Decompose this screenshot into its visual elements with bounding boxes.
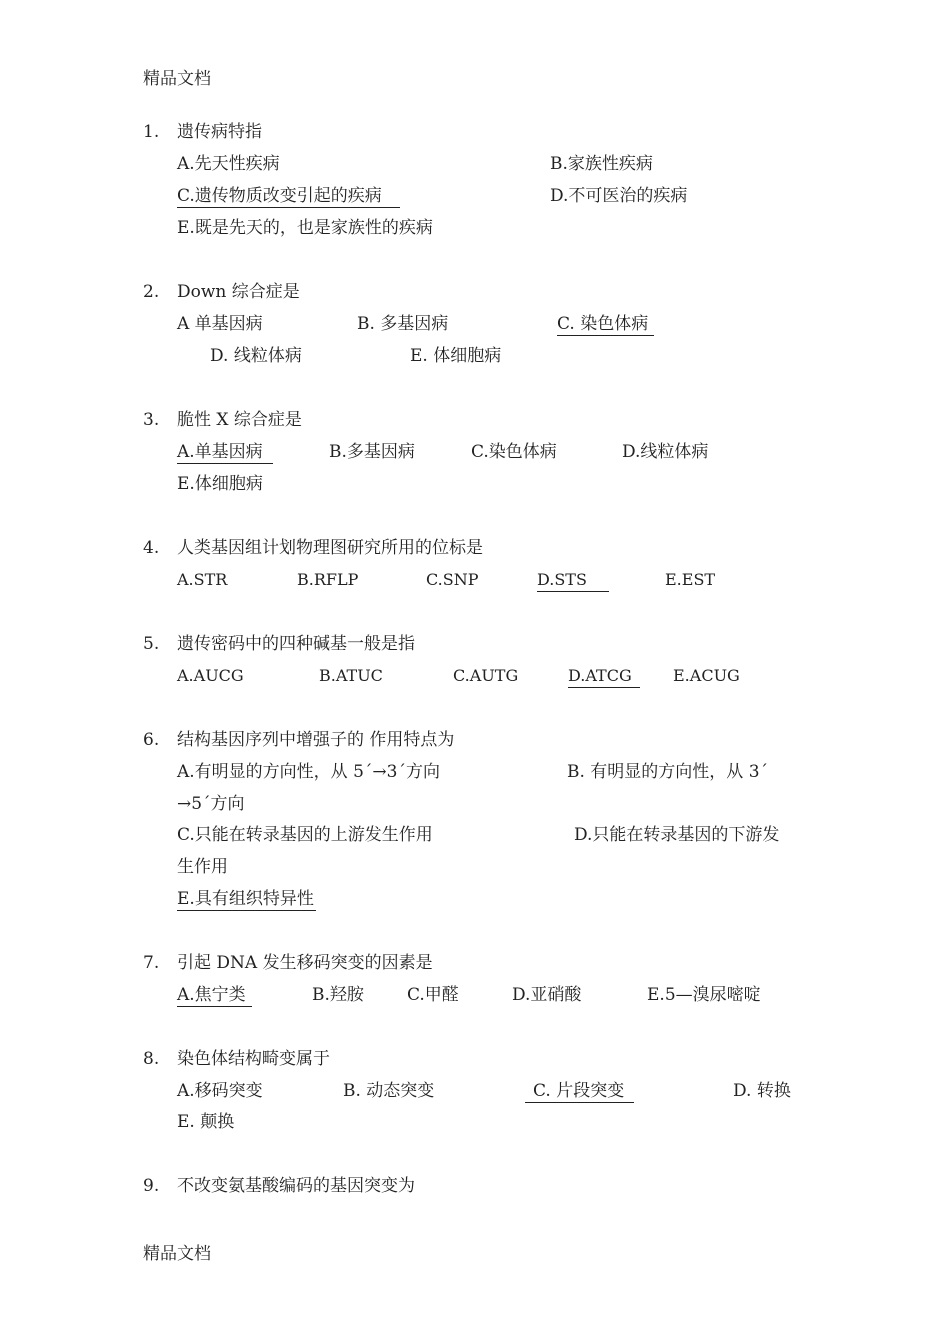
question-stem: 引起 DNA 发生移码突变的因素是 — [177, 953, 433, 973]
option-c-answer: C. 片段突变 — [525, 1080, 634, 1103]
question-number: 6. — [143, 730, 160, 750]
option-b: B. 有明显的方向性，从 3´ — [567, 762, 769, 782]
question-stem: 结构基因序列中增强子的 作用特点为 — [177, 730, 455, 750]
option-b: B. 动态突变 — [343, 1081, 435, 1101]
option-d: D.只能在转录基因的下游发 — [574, 825, 780, 845]
option-a-answer: A.焦宁类 — [177, 984, 252, 1007]
option-c-answer: C.遗传物质改变引起的疾病 — [177, 185, 400, 208]
option-c: C.SNP — [426, 570, 479, 589]
option-d: D. 转换 — [733, 1081, 791, 1101]
option-e-answer: E.具有组织特异性 — [177, 889, 314, 909]
question-stem: 不改变氨基酸编码的基因突变为 — [177, 1176, 415, 1196]
option-c-answer: C. 染色体病 — [557, 313, 654, 336]
option-b: B.多基因病 — [329, 442, 415, 462]
question-stem: 遗传病特指 — [177, 122, 262, 142]
option-d: D.线粒体病 — [622, 442, 709, 462]
option-c: C.染色体病 — [471, 442, 557, 462]
option-c: C.只能在转录基因的上游发生作用 — [177, 825, 433, 845]
option-d-answer: D.STS — [537, 569, 609, 592]
question-number: 4. — [143, 538, 160, 558]
question-stem: Down 综合症是 — [177, 282, 300, 302]
option-d: D.不可医治的疾病 — [550, 186, 688, 206]
option-d: D.亚硝酸 — [512, 985, 582, 1005]
option-e: E.EST — [665, 570, 716, 589]
question-number: 1. — [143, 122, 160, 142]
page-footer: 精品文档 — [143, 1244, 211, 1264]
question-number: 7. — [143, 953, 160, 973]
option-d: D. 线粒体病 — [210, 346, 302, 366]
page-header: 精品文档 — [143, 69, 211, 89]
option-b: B.羟胺 — [312, 985, 364, 1005]
question-stem: 脆性 X 综合症是 — [177, 410, 302, 430]
option-b: B.RFLP — [297, 570, 359, 589]
question-number: 5. — [143, 634, 160, 654]
option-b: B.家族性疾病 — [550, 154, 653, 174]
option-a: A.有明显的方向性，从 5´→3´方向 — [177, 762, 440, 782]
question-number: 3. — [143, 410, 160, 430]
option-e: E.体细胞病 — [177, 474, 263, 494]
option-d-answer: D.ATCG — [568, 665, 640, 688]
option-b: B. 多基因病 — [357, 314, 449, 334]
question-number: 8. — [143, 1049, 160, 1069]
option-e: E. 颠换 — [177, 1112, 235, 1132]
option-a: A 单基因病 — [177, 314, 263, 334]
option-a-answer: A.单基因病 — [177, 441, 273, 464]
option-e: E.5—溴尿嘧啶 — [647, 985, 761, 1005]
question-stem: 遗传密码中的四种碱基一般是指 — [177, 634, 415, 654]
option-d-continued: 生作用 — [177, 857, 228, 877]
option-b: B.ATUC — [319, 666, 383, 685]
question-stem: 人类基因组计划物理图研究所用的位标是 — [177, 538, 483, 558]
question-number: 9. — [143, 1176, 160, 1196]
question-stem: 染色体结构畸变属于 — [177, 1049, 330, 1069]
option-c: C.AUTG — [453, 666, 519, 685]
question-number: 2. — [143, 282, 160, 302]
option-e: E.既是先天的，也是家族性的疾病 — [177, 218, 433, 238]
option-a: A.STR — [177, 570, 228, 589]
option-a: A.移码突变 — [177, 1081, 263, 1101]
option-a: A.AUCG — [177, 666, 244, 685]
option-e: E. 体细胞病 — [410, 346, 502, 366]
option-b-continued: →5´方向 — [177, 794, 245, 814]
option-a: A.先天性疾病 — [177, 154, 280, 174]
option-c: C.甲醛 — [407, 985, 459, 1005]
option-e: E.ACUG — [673, 666, 740, 685]
